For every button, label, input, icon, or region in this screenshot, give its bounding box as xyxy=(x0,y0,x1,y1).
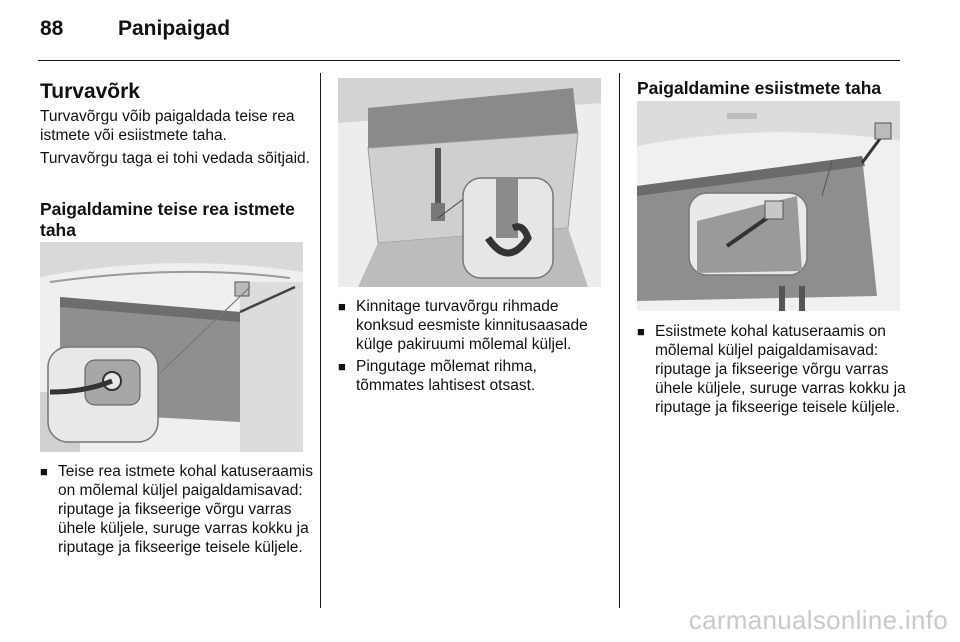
instruction-text: Pingutage mõlemat rihma, tõmmates lahtisest otsast. xyxy=(356,358,537,394)
bullet-marker: ■ xyxy=(338,359,346,374)
instruction-text: Kinnitage turvavõrgu rihmade konksud eesmiste kinnitusaasade külge pakiruumi mõlemal küljel. xyxy=(356,298,588,353)
column-divider-2 xyxy=(619,73,620,608)
intro-paragraph-1: Turvavõrgu võib paigaldada teise rea istmete või esiistmete taha. xyxy=(40,108,295,144)
watermark-text: carmanualsonline.info xyxy=(688,605,948,635)
illustration-strap-hooks xyxy=(338,78,601,287)
subheading-front-seats: Paigaldamine esiistmete taha xyxy=(637,78,882,98)
bullet-marker: ■ xyxy=(40,464,48,479)
list-item xyxy=(338,297,608,354)
list-item xyxy=(338,357,608,395)
bullet-marker: ■ xyxy=(637,324,645,339)
instruction-text: Esiistmete kohal katuseraamis on mõlemal küljel paigaldamisavad: riputage ja fikseerige võrgu varras ühele küljele, suruge varras kokku ja riputage ja fikseerige teisele küljele. xyxy=(655,323,906,416)
article-title: Turvavõrk xyxy=(40,80,140,103)
bullet-marker: ■ xyxy=(338,299,346,314)
header-rule xyxy=(38,60,900,61)
illustration-second-row-install xyxy=(40,242,303,452)
subheading-second-row: Paigaldamine teise rea istmete taha xyxy=(40,199,295,240)
intro-paragraph-2: Turvavõrgu taga ei tohi vedada sõitjaid. xyxy=(40,150,310,167)
section-title: Panipaigad xyxy=(118,17,231,40)
page-number: 88 xyxy=(40,17,64,40)
list-item xyxy=(40,462,315,557)
instruction-text: Teise rea istmete kohal katuseraamis on mõlemal küljel paigaldamisavad: riputage ja fikseerige võrgu varras ühele küljele, suruge varras kokku ja riputage ja fikseerige teisele küljele. xyxy=(58,463,314,556)
column-divider-1 xyxy=(320,73,321,608)
list-item xyxy=(637,322,907,417)
illustration-front-seats-install xyxy=(637,101,900,311)
